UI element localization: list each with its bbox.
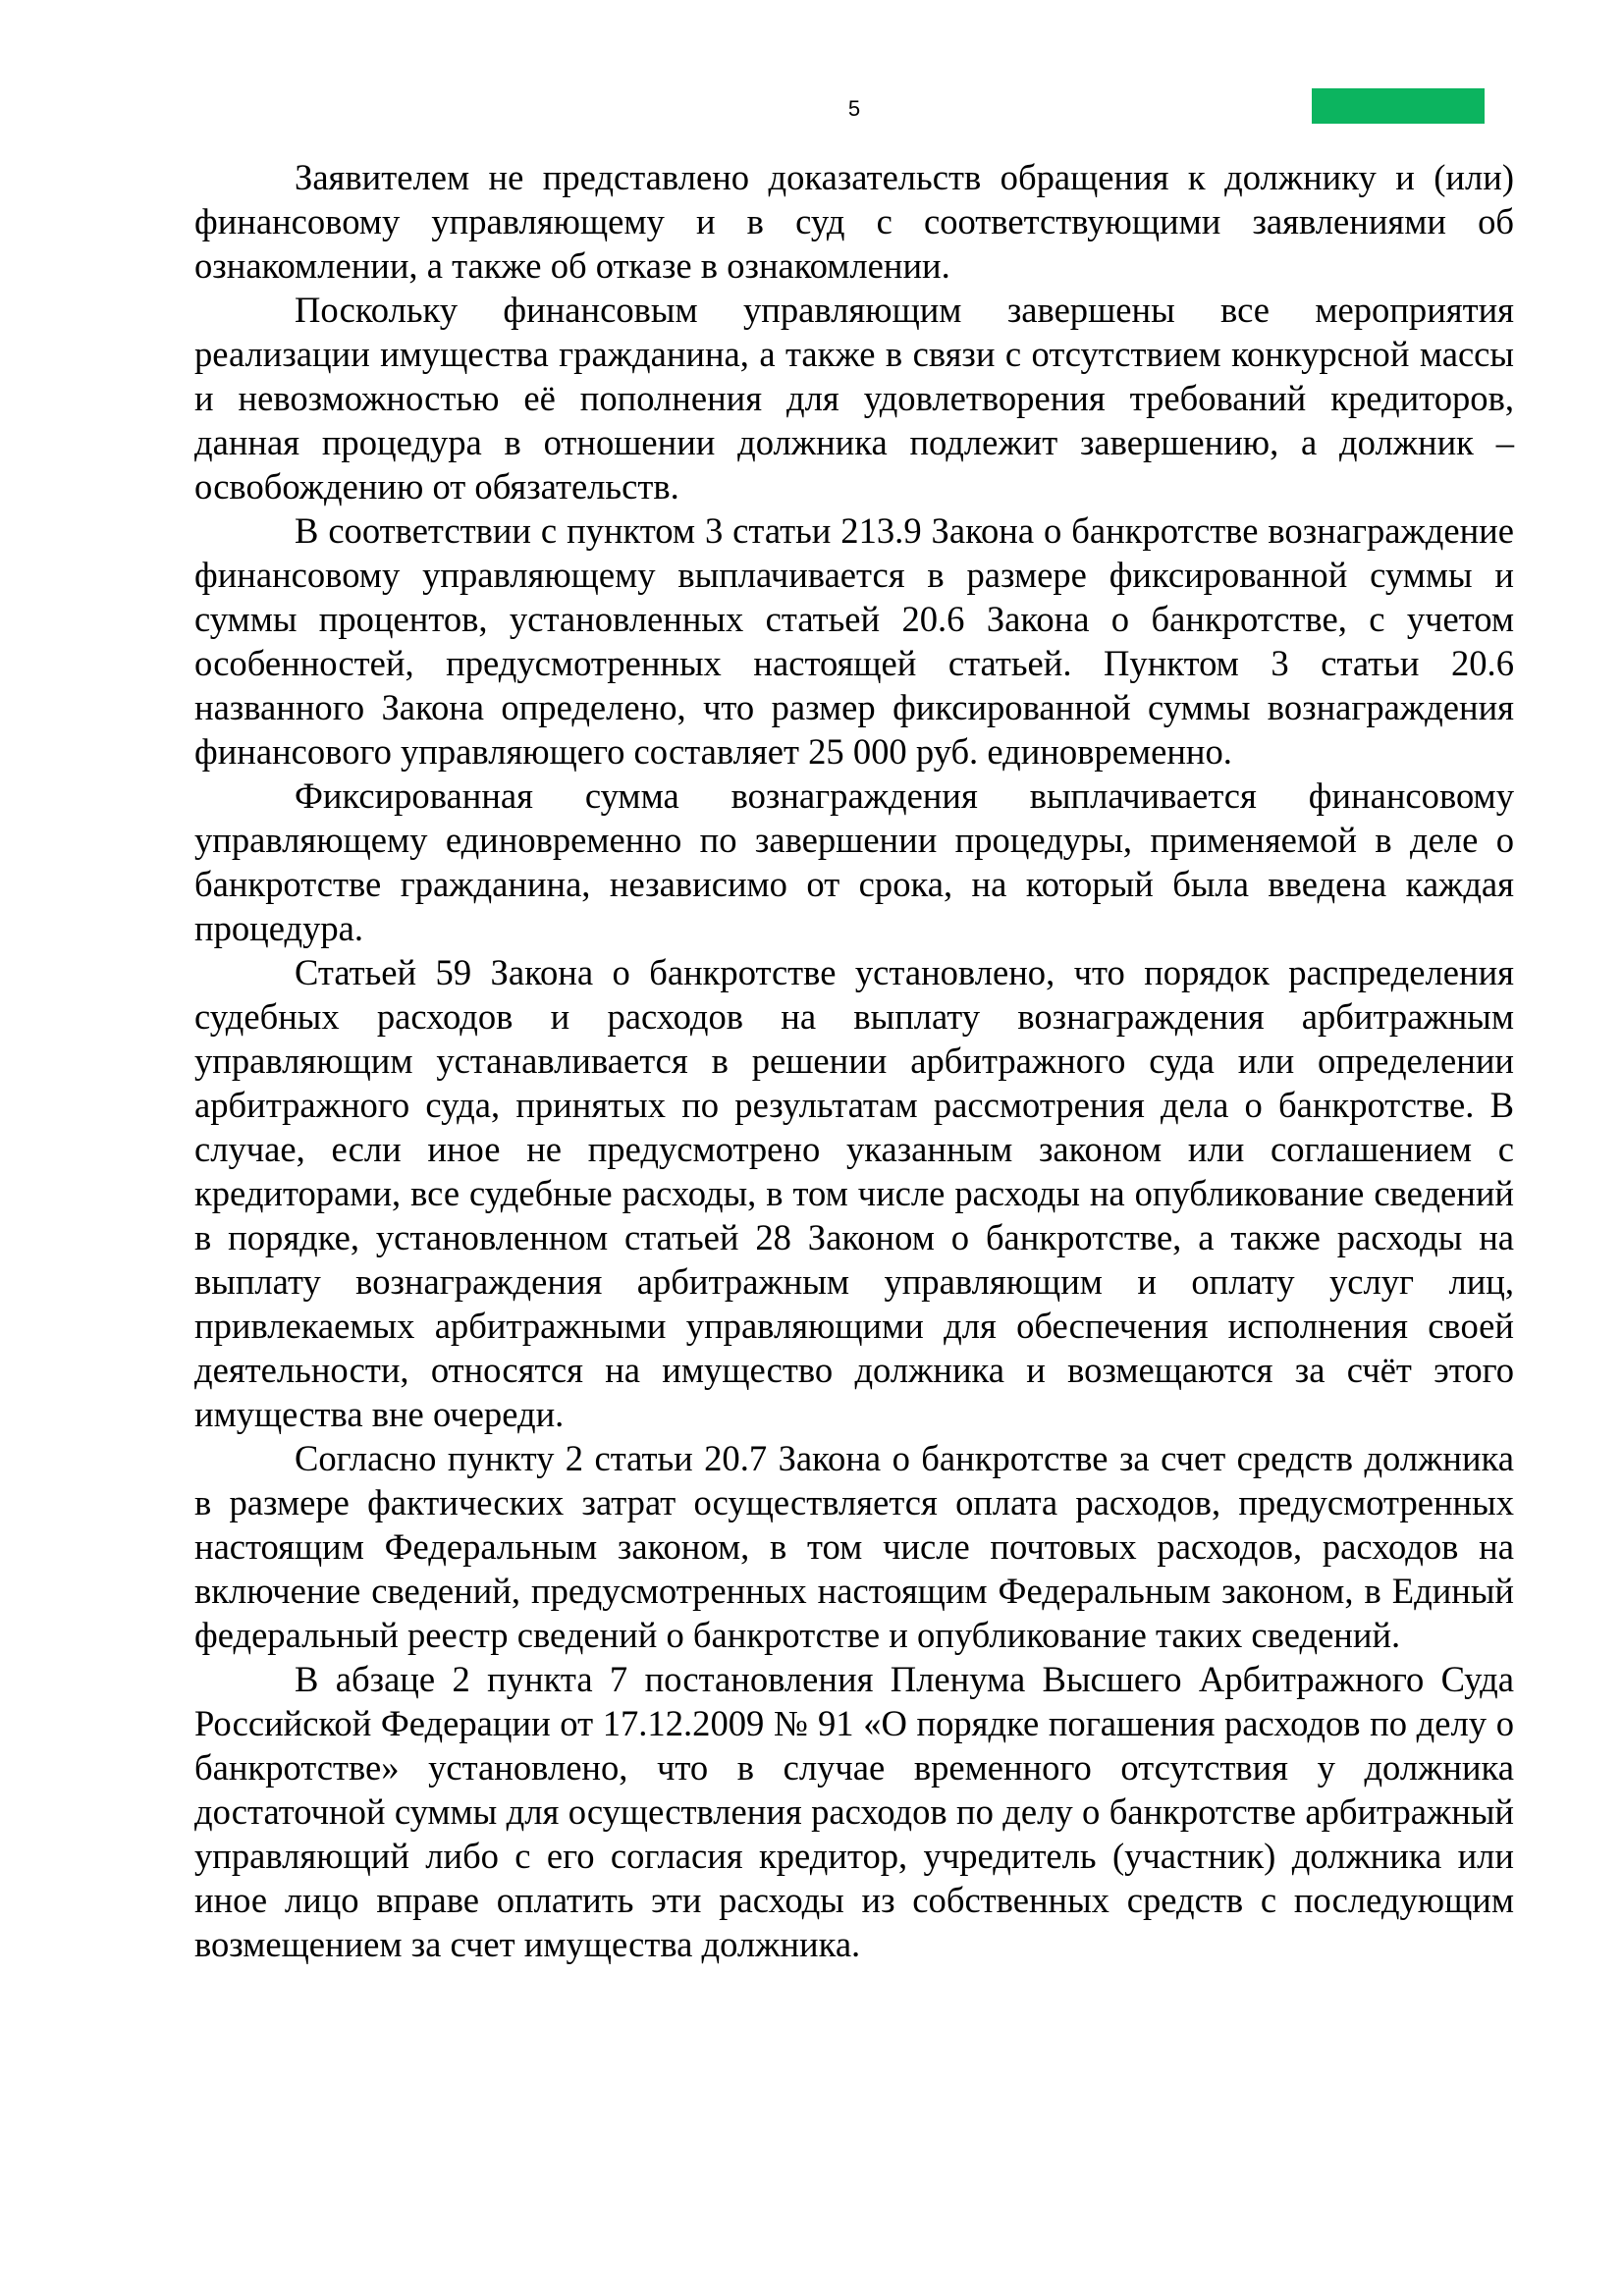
paragraph-4: Фиксированная сумма вознаграждения выплачивается финансовому управляющему единовременно по завершении процедуры, применяемой в деле о банкротстве гражданина, независимо от срока, на который была введена каждая процедура. bbox=[194, 775, 1514, 948]
paragraph-2: Поскольку финансовым управляющим завершены все мероприятия реализации имущества гражданина, а также в связи с отсутствием конкурсной массы и невозможностью её пополнения для удовлетворения требований кредиторов, данная процедура в отношении должника подлежит завершению, а должник – освобождению от обязательств. bbox=[194, 290, 1514, 507]
paragraph-7: В абзаце 2 пункта 7 постановления Пленума Высшего Арбитражного Суда Российской Федерации от 17.12.2009 № 91 «О порядке погашения расходов по делу о банкротстве» установлено, что в случае временного отсутствия у должника достаточной суммы для осуществления расходов по делу о банкротстве арбитражный управляющий либо с его согласия кредитор, учредитель (участник) должника или иное лицо вправе оплатить эти расходы из собственных средств с последующим возмещением за счет имущества должника. bbox=[194, 1659, 1514, 1964]
document-body bbox=[194, 155, 1514, 1966]
page-number: 5 bbox=[847, 96, 861, 121]
paragraph-5: Статьей 59 Закона о банкротстве установлено, что порядок распределения судебных расходов и расходов на выплату вознаграждения арбитражным управляющим устанавливается в решении арбитражного суда или определении арбитражного суда, принятых по результатам рассмотрения дела о банкротстве. В случае, если иное не предусмотрено указанным законом или соглашением с кредиторами, все судебные расходы, в том числе расходы на опубликование сведений в порядке, установленном статьей 28 Законом о банкротстве, а также расходы на выплату вознаграждения арбитражным управляющим и оплату услуг лиц, привлекаемых арбитражными управляющими для обеспечения исполнения своей деятельности, относятся на имущество должника и возмещаются за счёт этого имущества вне очереди. bbox=[194, 952, 1514, 1434]
paragraph-6: Согласно пункту 2 статьи 20.7 Закона о банкротстве за счет средств должника в размере фактических затрат осуществляется оплата расходов, предусмотренных настоящим Федеральным законом, в том числе почтовых расходов, расходов на включение сведений, предусмотренных настоящим Федеральным законом, в Единый федеральный реестр сведений о банкротстве и опубликование таких сведений. bbox=[194, 1438, 1514, 1655]
green-marker-bar bbox=[1312, 88, 1485, 124]
paragraph-1: Заявителем не представлено доказательств обращения к должнику и (или) финансовому управляющему и в суд с соответствующими заявлениями об ознакомлении, а также об отказе в ознакомлении. bbox=[194, 157, 1514, 286]
paragraph-3: В соответствии с пунктом 3 статьи 213.9 Закона о банкротстве вознаграждение финансовому управляющему выплачивается в размере фиксированной суммы и суммы процентов, установленных статьей 20.6 Закона о банкротстве, с учетом особенностей, предусмотренных настоящей статьей. Пунктом 3 статьи 20.6 названного Закона определено, что размер фиксированной суммы вознаграждения финансового управляющего составляет 25 000 руб. единовременно. bbox=[194, 510, 1514, 772]
